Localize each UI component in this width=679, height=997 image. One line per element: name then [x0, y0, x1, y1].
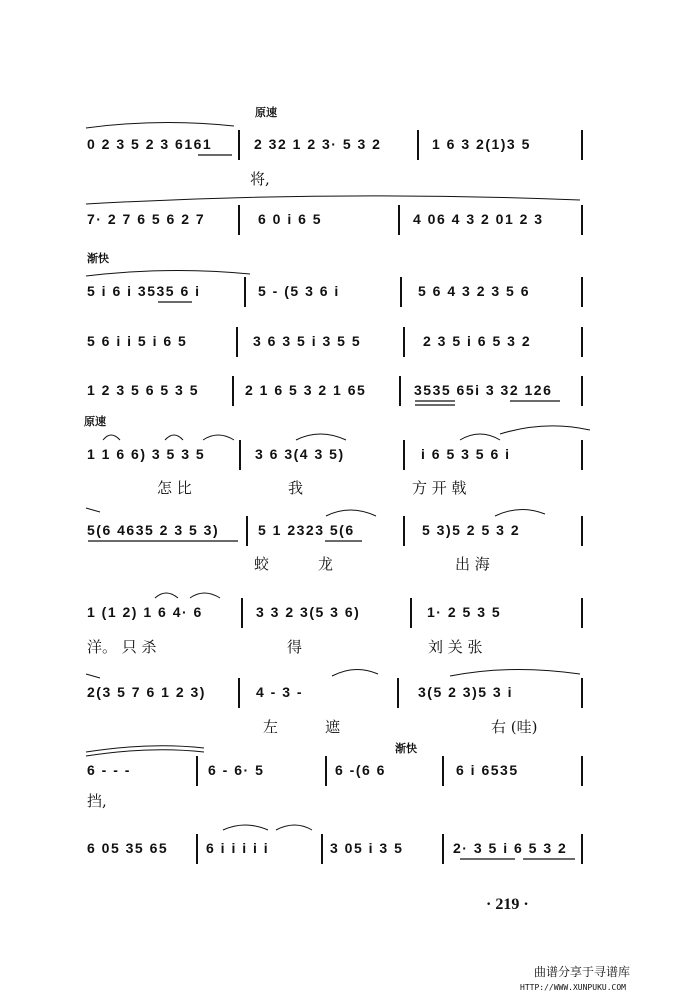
- measure: 6 - 6· 5: [208, 762, 265, 778]
- tempo-marking-yuansu: 原速: [84, 415, 106, 428]
- slur: [86, 270, 250, 276]
- measure: 5 1 2323 5(6: [258, 522, 355, 538]
- tie: [86, 750, 204, 756]
- tie: [165, 435, 183, 440]
- measure: 3 6 3(4 3 5): [255, 446, 345, 462]
- tie: [326, 510, 376, 516]
- measure: 6 i i i i i: [206, 840, 270, 856]
- measure: 3 3 2 3(5 3 6): [256, 604, 361, 620]
- measure: 4 - 3 -: [256, 684, 304, 700]
- slur: [500, 426, 590, 434]
- lyric: 刘 关 张: [428, 638, 483, 656]
- tie: [86, 746, 204, 752]
- slur: [86, 196, 580, 204]
- measure: 0 2 3 5 2 3 6161: [87, 136, 213, 152]
- tie: [495, 509, 545, 516]
- measure: 1 (1 2) 1 6 4· 6: [87, 604, 203, 620]
- measure: 6 0 i 6 5: [258, 211, 323, 227]
- lyric: 挡,: [87, 792, 107, 810]
- tempo-marking-jiankuai: 渐快: [87, 252, 109, 265]
- tie: [460, 434, 500, 440]
- measure: 3535 65i 3 32 126: [414, 382, 553, 398]
- measure: 1 6 3 2(1)3 5: [432, 136, 531, 152]
- watermark-url: HTTP://WWW.XUNPUKU.COM: [520, 983, 626, 992]
- measure: 7· 2 7 6 5 6 2 7: [87, 211, 206, 227]
- measure: 4 06 4 3 2 01 2 3: [413, 211, 544, 227]
- tie: [276, 825, 312, 830]
- tempo-marking-yuansu: 原速: [255, 106, 277, 119]
- measure: 1· 2 5 3 5: [427, 604, 502, 620]
- measure: 5(6 4635 2 3 5 3): [87, 522, 220, 538]
- measure: 2· 3 5 i 6 5 3 2: [453, 840, 568, 856]
- tempo-marking-jiankuai: 渐快: [395, 742, 417, 755]
- lyric: 左: [263, 718, 279, 736]
- measure: 5 6 i i 5 i 6 5: [87, 333, 188, 349]
- measure: 1 1 6 6) 3 5 3 5: [87, 446, 206, 462]
- lyric: 出 海: [455, 555, 490, 573]
- lyric: 将,: [250, 170, 270, 188]
- measure: 6 - - -: [87, 762, 131, 778]
- lyric: 蛟: [254, 555, 270, 573]
- measure: 6 05 35 65: [87, 840, 169, 856]
- tie: [103, 435, 120, 440]
- lyric: 方 开 戟: [412, 479, 467, 497]
- slur-cont: [86, 674, 100, 678]
- measure: 2 32 1 2 3· 5 3 2: [254, 136, 382, 152]
- lyric: 得: [287, 638, 303, 656]
- measure: 5 6 4 3 2 3 5 6: [418, 283, 531, 299]
- measure: i 6 5 3 5 6 i: [421, 446, 511, 462]
- measure: 3(5 2 3)5 3 i: [418, 684, 513, 700]
- lyric: 怎 比: [157, 479, 192, 497]
- watermark-text: 曲谱分享于寻谱库: [534, 965, 631, 979]
- tie: [296, 434, 346, 440]
- lyric: 右 (哇): [491, 718, 538, 736]
- tie: [155, 593, 178, 598]
- slur-cont: [86, 508, 100, 512]
- lyric: 遮: [325, 718, 341, 736]
- measure: 6 -(6 6: [335, 762, 386, 778]
- measure: 1 2 3 5 6 5 3 5: [87, 382, 200, 398]
- page-number: · 219 ·: [486, 896, 529, 913]
- measure: 2(3 5 7 6 1 2 3): [87, 684, 206, 700]
- slur: [450, 669, 580, 676]
- measure: 5 - (5 3 6 i: [258, 283, 340, 299]
- lyric: 洋。 只 杀: [87, 638, 157, 656]
- slur: [86, 122, 234, 128]
- measure: 2 3 5 i 6 5 3 2: [423, 333, 532, 349]
- slur: [332, 669, 378, 676]
- measure: 5 3)5 2 5 3 2: [422, 522, 521, 538]
- lyric: 我: [288, 479, 304, 497]
- measure: 3 05 i 3 5: [330, 840, 404, 856]
- tie: [203, 435, 234, 440]
- lyric: 龙: [318, 555, 334, 573]
- measure: 2 1 6 5 3 2 1 65: [245, 382, 367, 398]
- measure: 3 6 3 5 i 3 5 5: [253, 333, 362, 349]
- tie: [190, 593, 220, 598]
- measure: 5 i 6 i 3535 6 i: [87, 283, 201, 299]
- tie: [223, 825, 268, 830]
- measure: 6 i 6535: [456, 762, 519, 778]
